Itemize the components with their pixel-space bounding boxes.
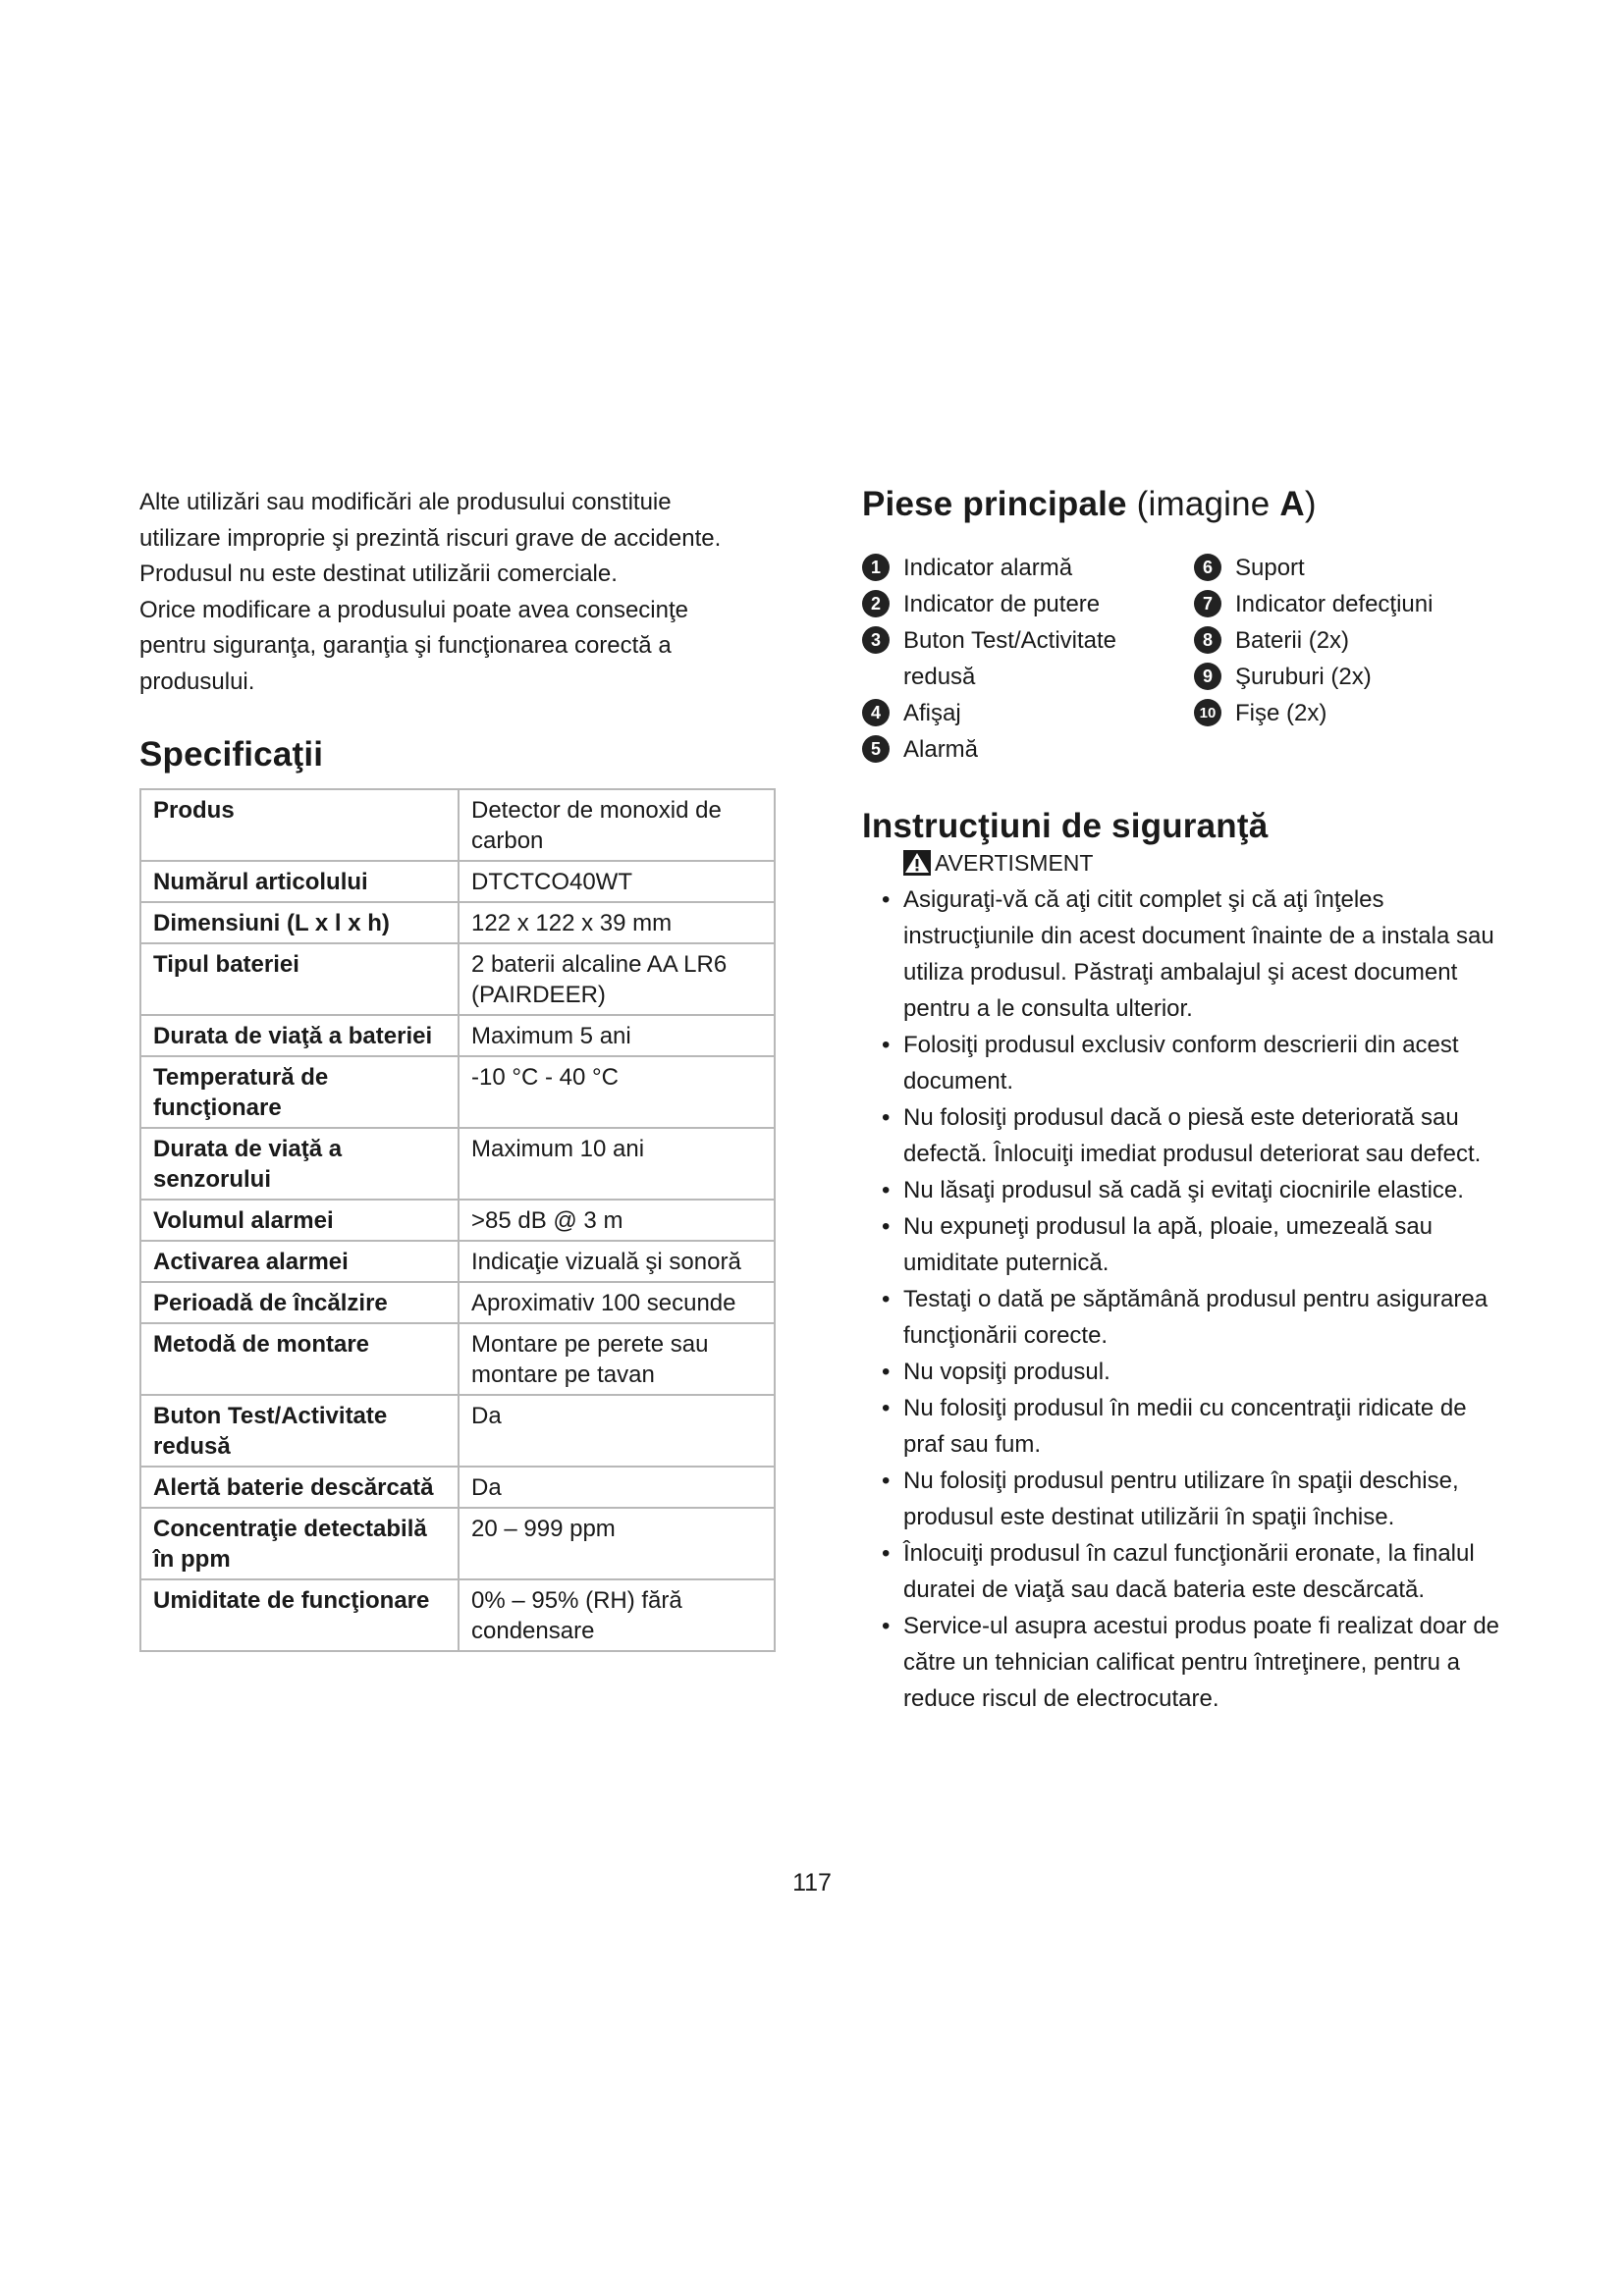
number-badge-icon: 9 [1194, 663, 1221, 690]
spec-value: Da [459, 1395, 775, 1467]
warning-triangle-icon [903, 850, 931, 876]
spec-value: >85 dB @ 3 m [459, 1200, 775, 1241]
number-badge-icon: 3 [862, 626, 890, 654]
page-number: 117 [792, 1869, 832, 1896]
number-badge-icon: 10 [1194, 699, 1221, 726]
table-row [140, 1508, 775, 1579]
intro-paragraph [139, 485, 778, 700]
intro-line: Produsul nu este destinat utilizării comerciale. [139, 561, 618, 587]
number-badge-icon: 1 [862, 554, 890, 581]
spec-value: Indicaţie vizuală şi sonoră [459, 1241, 775, 1282]
intro-line: Alte utilizări sau modificări ale produsului constituie [139, 489, 672, 515]
list-item: • Testaţi o dată pe săptămână produsul pentru asigurarea funcţionării corecte. [882, 1286, 1489, 1349]
table-row [140, 1200, 775, 1241]
spec-label: Numărul articolului [140, 861, 459, 902]
main-parts-heading: Piese principale (imagine A) [862, 485, 1317, 523]
spec-label: Concentraţie detectabilă în ppm [140, 1508, 459, 1579]
list-item: • Nu folosiţi produsul în medii cu concentraţii ridicate de praf sau fum. [882, 1395, 1467, 1458]
number-badge-icon: 7 [1194, 590, 1221, 617]
list-item: 2 Indicator de putere [862, 586, 1194, 622]
spec-value: Da [459, 1467, 775, 1508]
spec-label: Temperatură de funcţionare [140, 1056, 459, 1128]
spec-value: 0% – 95% (RH) fără condensare [459, 1579, 775, 1651]
list-item: • Nu folosiţi produsul pentru utilizare în spaţii deschise, produsul este destinat utilizării în spaţii închise. [882, 1468, 1459, 1530]
list-item: 9 Şuruburi (2x) [1194, 659, 1433, 695]
spec-value: 20 – 999 ppm [459, 1508, 775, 1579]
table-row [140, 1323, 775, 1395]
list-item: • Nu vopsiţi produsul. [882, 1359, 1110, 1385]
left-column [139, 485, 778, 1652]
table-row [140, 1241, 775, 1282]
spec-label: Dimensiuni (L x l x h) [140, 902, 459, 943]
spec-label: Alertă baterie descărcată [140, 1467, 459, 1508]
intro-line: Orice modificare a produsului poate avea consecinţe [139, 596, 688, 623]
spec-value: 122 x 122 x 39 mm [459, 902, 775, 943]
spec-value: Maximum 10 ani [459, 1128, 775, 1200]
parts-list-right [1194, 550, 1433, 768]
list-item: 10 Fişe (2x) [1194, 695, 1433, 731]
spec-value: Aproximativ 100 secunde [459, 1282, 775, 1323]
spec-value: Detector de monoxid de carbon [459, 789, 775, 861]
table-row [140, 1015, 775, 1056]
list-item: 3 Buton Test/Activitate redusă [862, 622, 1194, 695]
table-row [140, 902, 775, 943]
spec-value: 2 baterii alcaline AA LR6 (PAIRDEER) [459, 943, 775, 1015]
number-badge-icon: 5 [862, 735, 890, 763]
spec-value: Montare pe perete sau montare pe tavan [459, 1323, 775, 1395]
spec-label: Metodă de montare [140, 1323, 459, 1395]
warning-label: AVERTISMENT [903, 848, 1510, 878]
main-parts-list [862, 550, 1510, 768]
number-badge-icon: 2 [862, 590, 890, 617]
list-item: 4 Afişaj [862, 695, 1194, 731]
spec-value: DTCTCO40WT [459, 861, 775, 902]
safety-heading: Instrucţiuni de siguranţă [862, 807, 1269, 845]
specifications-table [139, 788, 776, 1652]
list-item: 8 Baterii (2x) [1194, 622, 1433, 659]
list-item: • Nu expuneţi produsul la apă, ploaie, umezeală sau umiditate puternică. [882, 1213, 1434, 1276]
list-item: • Folosiţi produsul exclusiv conform descrierii din acest document. [882, 1032, 1459, 1095]
spec-label: Durata de viaţă a senzorului [140, 1128, 459, 1200]
safety-rules-list [862, 881, 1510, 1717]
intro-line: utilizare improprie şi prezintă riscuri grave de accidente. [139, 524, 722, 552]
spec-value: Maximum 5 ani [459, 1015, 775, 1056]
spec-label: Activarea alarmei [140, 1241, 459, 1282]
specifications-heading: Specificaţii [139, 735, 324, 774]
spec-label: Umiditate de funcţionare [140, 1579, 459, 1651]
spec-label: Volumul alarmei [140, 1200, 459, 1241]
intro-line: produsului. [139, 667, 255, 695]
spec-label: Tipul bateriei [140, 943, 459, 1015]
table-row [140, 861, 775, 902]
table-row [140, 789, 775, 861]
list-item: 6 Suport [1194, 550, 1433, 586]
number-badge-icon: 6 [1194, 554, 1221, 581]
spec-label: Buton Test/Activitate redusă [140, 1395, 459, 1467]
spec-label: Durata de viaţă a bateriei [140, 1015, 459, 1056]
list-item: • Înlocuiţi produsul în cazul funcţionării eronate, la finalul duratei de viaţă sau dacă bateria este descărcată. [882, 1540, 1475, 1603]
table-row [140, 1395, 775, 1467]
list-item: 7 Indicator defecţiuni [1194, 586, 1433, 622]
table-row [140, 1128, 775, 1200]
right-column [862, 485, 1510, 1717]
spec-value: -10 °C - 40 °C [459, 1056, 775, 1128]
number-badge-icon: 8 [1194, 626, 1221, 654]
table-row [140, 1056, 775, 1128]
number-badge-icon: 4 [862, 699, 890, 726]
spec-label: Perioadă de încălzire [140, 1282, 459, 1323]
table-row [140, 943, 775, 1015]
list-item: • Service-ul asupra acestui produs poate fi realizat doar de către un tehnician calificat pentru întreţinere, pentru a reduce riscul de electrocutare. [882, 1613, 1500, 1712]
list-item: • Nu folosiţi produsul dacă o piesă este deteriorată sau defectă. Înlocuiţi imediat produsul deteriorat sau defect. [882, 1104, 1482, 1167]
intro-line: pentru siguranţa, garanţia şi funcţionarea corectă a [139, 632, 672, 659]
list-item: 1 Indicator alarmă [862, 550, 1194, 586]
list-item: 5 Alarmă [862, 731, 1194, 768]
table-row [140, 1282, 775, 1323]
list-item: • Nu lăsaţi produsul să cadă şi evitaţi ciocnirile elastice. [882, 1177, 1464, 1203]
list-item: • Asiguraţi-vă că aţi citit complet şi că aţi înţeles instrucţiunile din acest document înainte de a instala sau utiliza produsul. Păstraţi ambalajul şi acest document pentru a le consulta ulterior. [882, 886, 1494, 1022]
parts-list-left [862, 550, 1194, 768]
table-row [140, 1579, 775, 1651]
table-row [140, 1467, 775, 1508]
spec-label: Produs [140, 789, 459, 861]
